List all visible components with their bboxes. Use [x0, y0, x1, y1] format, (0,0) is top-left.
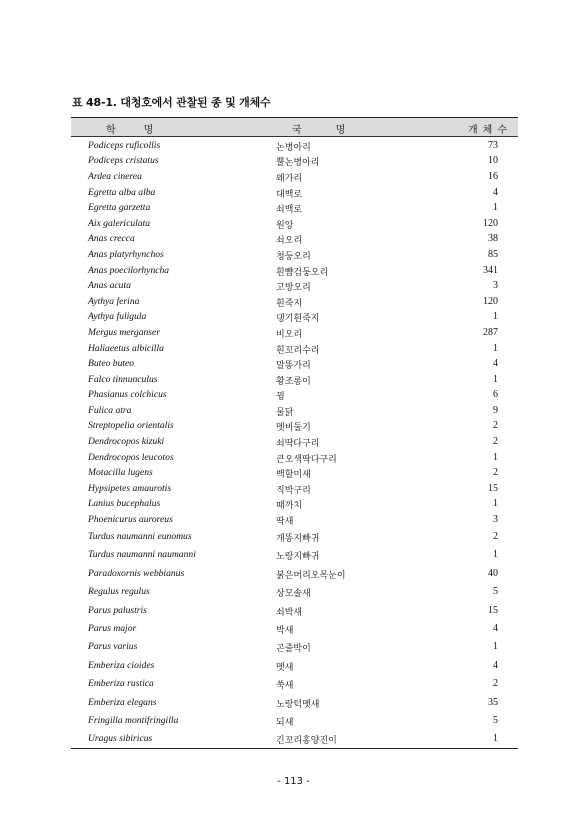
table-title: 표 48-1. 대청호에서 관찰된 종 및 개체수 [72, 96, 271, 109]
header-korean-name: 국명 [292, 125, 380, 136]
table-row [71, 184, 518, 200]
count-cell: 9 [493, 404, 498, 416]
korean-name-cell: 비오리 [276, 329, 303, 340]
count-cell: 4 [493, 622, 498, 634]
count-cell: 3 [493, 514, 498, 526]
table-row [71, 418, 518, 434]
korean-name-cell: 큰오색딱다구리 [276, 454, 337, 465]
korean-name-cell: 쇠오리 [276, 236, 303, 247]
page-number: - 113 - [277, 776, 310, 787]
scientific-name-cell: Phasianus colchicus [88, 389, 167, 401]
header-count: 개체수 [468, 125, 512, 136]
table-row [71, 371, 518, 387]
scientific-name-cell: Egretta garzetta [88, 202, 151, 214]
count-cell: 120 [483, 217, 498, 229]
table-row [71, 545, 518, 563]
table-row [71, 582, 518, 600]
table-row [71, 637, 518, 655]
korean-name-cell: 원앙 [276, 220, 294, 231]
count-cell: 35 [488, 696, 498, 708]
count-cell: 16 [488, 170, 498, 182]
count-cell: 4 [493, 358, 498, 370]
korean-name-cell: 긴꼬리홍양진이 [276, 736, 337, 747]
scientific-name-cell: Fringilla montifringilla [88, 714, 179, 726]
scientific-name-cell: Emberiza cioides [88, 659, 155, 671]
korean-name-cell: 댕기흰죽지 [276, 314, 320, 325]
table-row [71, 480, 518, 496]
table-row [71, 692, 518, 710]
korean-name-cell: 쇠딱다구리 [276, 439, 320, 450]
korean-name-cell: 흰꼬리수리 [276, 345, 320, 356]
scientific-name-cell: Aix galericulata [88, 217, 151, 229]
table-row [71, 387, 518, 403]
table-row [71, 231, 518, 247]
table-row [71, 464, 518, 480]
korean-name-cell: 물닭 [276, 407, 294, 418]
scientific-name-cell: Falco tinnunculus [88, 373, 158, 385]
korean-name-cell: 곤줄박이 [276, 644, 311, 655]
korean-name-cell: 흰뺨검둥오리 [276, 267, 329, 278]
count-cell: 2 [493, 420, 498, 432]
korean-name-cell: 박새 [276, 625, 294, 636]
table-row [71, 153, 518, 169]
count-cell: 120 [483, 295, 498, 307]
korean-name-cell: 멧비둘기 [276, 423, 311, 434]
scientific-name-cell: Emberiza rustica [88, 678, 154, 690]
scientific-name-cell: Streptopelia orientalis [88, 420, 174, 432]
scientific-name-cell: Emberiza elegans [88, 696, 157, 708]
table-row [71, 402, 518, 418]
table-row [71, 711, 518, 729]
table-row [71, 511, 518, 527]
scientific-name-cell: Phoenicurus auroreus [88, 514, 173, 526]
korean-name-cell: 말똥가리 [276, 361, 311, 372]
korean-name-cell: 노랑턱멧새 [276, 699, 320, 710]
count-cell: 4 [493, 186, 498, 198]
scientific-name-cell: Anas acuta [88, 280, 131, 292]
scientific-name-cell: Lanius bucephalus [88, 498, 161, 510]
count-cell: 2 [493, 678, 498, 690]
scientific-name-cell: Motacilla lugens [88, 467, 153, 479]
count-cell: 10 [488, 155, 498, 167]
table-row [71, 277, 518, 293]
table-row [71, 496, 518, 512]
count-cell: 6 [493, 389, 498, 401]
table-row [71, 619, 518, 637]
korean-name-cell: 황조롱이 [276, 376, 311, 387]
scientific-name-cell: Parus major [88, 622, 137, 634]
count-cell: 1 [493, 733, 498, 745]
scientific-name-cell: Anas crecca [88, 233, 135, 245]
count-cell: 38 [488, 233, 498, 245]
count-cell: 1 [493, 373, 498, 385]
korean-name-cell: 왜가리 [276, 173, 303, 184]
count-cell: 341 [483, 264, 498, 276]
scientific-name-cell: Podiceps cristatus [88, 155, 159, 167]
count-cell: 15 [488, 604, 498, 616]
count-cell: 1 [493, 311, 498, 323]
table-body [71, 137, 518, 748]
count-cell: 5 [493, 586, 498, 598]
table-row [71, 215, 518, 231]
count-cell: 15 [488, 482, 498, 494]
table-row [71, 324, 518, 340]
table-row [71, 433, 518, 449]
korean-name-cell: 되새 [276, 717, 294, 728]
korean-name-cell: 뿔논병아리 [276, 158, 320, 169]
table-row [71, 309, 518, 325]
count-cell: 73 [488, 140, 498, 151]
table-row [71, 729, 518, 747]
scientific-name-cell: Parus palustris [88, 604, 147, 616]
table-row [71, 527, 518, 545]
scientific-name-cell: Ardea cinerea [88, 170, 142, 182]
scientific-name-cell: Parus varius [88, 641, 138, 653]
korean-name-cell: 상모솔새 [276, 589, 311, 600]
korean-name-cell: 쑥새 [276, 681, 294, 692]
table-row [71, 340, 518, 356]
scientific-name-cell: Aythya ferina [88, 295, 140, 307]
count-cell: 1 [493, 498, 498, 510]
count-cell: 1 [493, 342, 498, 354]
korean-name-cell: 백할미새 [276, 470, 311, 481]
scientific-name-cell: Regulus regulus [88, 586, 150, 598]
korean-name-cell: 직박구리 [276, 485, 311, 496]
count-cell: 1 [493, 451, 498, 463]
table-row [71, 600, 518, 618]
table-row [71, 355, 518, 371]
species-table [71, 117, 518, 749]
korean-name-cell: 쇠백로 [276, 205, 303, 216]
scientific-name-cell: Uragus sibiricus [88, 733, 153, 745]
count-cell: 40 [488, 567, 498, 579]
table-row [71, 449, 518, 465]
korean-name-cell: 노랑지빠귀 [276, 552, 320, 563]
count-cell: 5 [493, 714, 498, 726]
scientific-name-cell: Turdus naumanni naumanni [88, 549, 196, 561]
korean-name-cell: 붉은머리오목눈이 [276, 570, 346, 581]
table-row [71, 168, 518, 184]
korean-name-cell: 때까치 [276, 501, 303, 512]
header-scientific-name: 학명 [106, 125, 182, 136]
scientific-name-cell: Aythya fuligula [88, 311, 147, 323]
korean-name-cell: 딱새 [276, 517, 294, 528]
scientific-name-cell: Anas platyrhynchos [88, 248, 164, 260]
scientific-name-cell: Anas poecilorhyncha [88, 264, 170, 276]
count-cell: 3 [493, 280, 498, 292]
korean-name-cell: 대백로 [276, 189, 303, 200]
table-row [71, 262, 518, 278]
table-row [71, 656, 518, 674]
scientific-name-cell: Haliaeetus albicilla [88, 342, 164, 354]
scientific-name-cell: Mergus merganser [88, 326, 161, 338]
scientific-name-cell: Dendrocopos leucotos [88, 451, 174, 463]
scientific-name-cell: Paradoxornis webbianus [88, 567, 185, 579]
count-cell: 4 [493, 659, 498, 671]
korean-name-cell: 청둥오리 [276, 251, 311, 262]
scientific-name-cell: Egretta alba alba [88, 186, 156, 198]
table-row [71, 199, 518, 215]
scientific-name-cell: Buteo buteo [88, 358, 135, 370]
count-cell: 1 [493, 641, 498, 653]
scientific-name-cell: Podiceps ruficollis [88, 140, 161, 151]
table-row [71, 293, 518, 309]
scientific-name-cell: Dendrocopos kizuki [88, 436, 165, 448]
table-row [71, 137, 518, 153]
scientific-name-cell: Hypsipetes amaurotis [88, 482, 172, 494]
count-cell: 2 [493, 467, 498, 479]
scientific-name-cell: Turdus naumanni eunomus [88, 531, 192, 543]
korean-name-cell: 꿩 [276, 392, 285, 403]
table-header [71, 118, 518, 137]
count-cell: 85 [488, 248, 498, 260]
table-row [71, 246, 518, 262]
korean-name-cell: 멧새 [276, 662, 294, 673]
table-row [71, 674, 518, 692]
scientific-name-cell: Fulica atra [88, 404, 132, 416]
count-cell: 2 [493, 436, 498, 448]
korean-name-cell: 쇠박새 [276, 607, 303, 618]
korean-name-cell: 개똥지빠귀 [276, 534, 320, 545]
count-cell: 1 [493, 549, 498, 561]
count-cell: 287 [483, 326, 498, 338]
korean-name-cell: 고방오리 [276, 283, 311, 294]
table-row [71, 564, 518, 582]
count-cell: 1 [493, 202, 498, 214]
korean-name-cell: 흰죽지 [276, 298, 303, 309]
korean-name-cell: 논병아리 [276, 143, 311, 153]
count-cell: 2 [493, 531, 498, 543]
